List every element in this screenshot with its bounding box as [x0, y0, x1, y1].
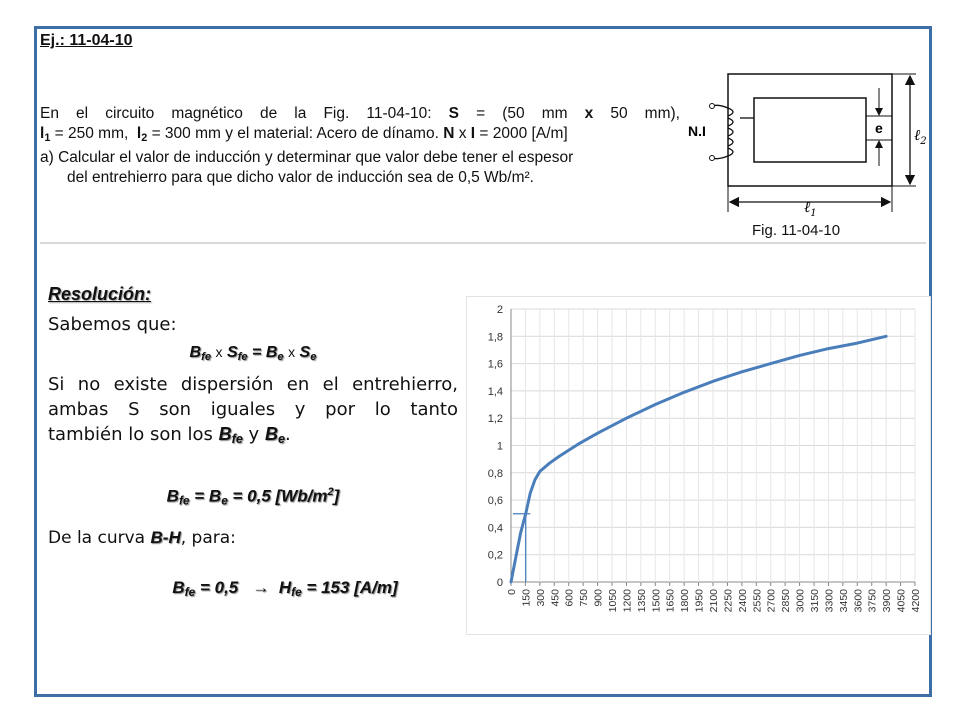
- coil-label: N.I: [688, 123, 706, 139]
- figure-caption: Fig. 11-04-10: [752, 222, 841, 239]
- core-inner: [754, 98, 866, 162]
- x-tick-label: 3150: [809, 589, 821, 613]
- y-tick-label: 1,8: [487, 331, 503, 344]
- y-tick-label: 0,8: [487, 467, 503, 480]
- x-tick-label: 2700: [765, 589, 778, 613]
- x-tick-label: 300: [534, 589, 547, 607]
- x-tick-label: 3000: [794, 589, 807, 613]
- x-tick-label: 1050: [607, 589, 619, 613]
- x-tick-label: 1800: [679, 589, 692, 613]
- x-tick-label: 0: [506, 589, 518, 595]
- y-tick-label: 0: [496, 577, 503, 589]
- equation-induction-value: $B_{fe} = B_e = 0,5$ $[Wb/m^2]$: [166, 486, 340, 508]
- x-tick-label: 1500: [650, 589, 663, 613]
- x-tick-label: 2100: [708, 589, 720, 613]
- x-tick-label: 2550: [751, 589, 764, 613]
- y-tick-label: 1,4: [487, 385, 503, 398]
- equation-field-intensity: $B_{fe} = 0,5 \to H_{fe} = 153$ [A/m]: [172, 578, 398, 599]
- x-tick-label: 150: [520, 589, 533, 607]
- problem-line-2: $l_1 = 250$ mm, $l_2 = 300$ mm y el material: Acero de dínamo. N x I = 2000 [A/m]: [40, 125, 568, 144]
- y-tick-label: 0,6: [487, 495, 503, 508]
- x-tick-label: 3450: [837, 589, 850, 613]
- curve-text: De la curva B-H, para:: [48, 528, 236, 548]
- resolution-title: Resolución:: [48, 284, 152, 304]
- gap-label: e: [875, 120, 883, 136]
- y-tick-label: 0,2: [487, 549, 503, 562]
- y-tick-label: 1,6: [487, 358, 503, 371]
- y-tick-label: 1,2: [487, 413, 503, 426]
- x-tick-label: 600: [563, 589, 576, 607]
- x-tick-label: 1950: [693, 589, 706, 613]
- resolution-paragraph: Si no existe dispersión en el entrehierro, ambas S son iguales y por lo tanto también lo son los $B_{fe}$ y $B_e$.: [48, 374, 458, 446]
- problem-line-1: En el circuito magnético de la Fig. 11-04-10: S = (50 mm x 50 mm),: [40, 105, 680, 122]
- equation-flux-conservation: $B_{fe}$ x $S_{fe} = B_e$ x $S_e$: [189, 344, 317, 363]
- x-tick-label: 4200: [910, 589, 922, 613]
- x-tick-label: 1350: [635, 589, 648, 613]
- resolution-intro: Sabemos que:: [48, 314, 177, 335]
- coil: [712, 105, 754, 158]
- x-tick-label: 750: [578, 589, 591, 607]
- x-tick-label: 2250: [722, 589, 735, 613]
- x-tick-label: 2400: [736, 589, 749, 613]
- y-tick-label: 2: [496, 304, 503, 316]
- x-tick-label: 900: [592, 589, 605, 607]
- l2-label: ℓ$_2$: [914, 126, 927, 147]
- y-tick-label: 0,4: [487, 522, 503, 535]
- x-tick-label: 3600: [852, 589, 865, 613]
- x-tick-label: 3900: [881, 589, 894, 613]
- problem-line-4: del entrehierro para que dicho valor de inducción sea de 0,5 Wb/m².: [67, 169, 534, 186]
- x-tick-label: 2850: [780, 589, 793, 613]
- bh-chart-svg: [467, 297, 930, 634]
- bh-chart: [466, 296, 931, 635]
- x-tick-label: 1650: [664, 589, 677, 613]
- l1-label: ℓ$_1$: [804, 198, 817, 216]
- core-outer: [728, 74, 892, 186]
- x-tick-label: 1200: [621, 589, 634, 613]
- x-tick-label: 4050: [895, 589, 908, 613]
- x-tick-label: 3750: [866, 589, 879, 613]
- exercise-title: Ej.: 11-04-10: [40, 32, 133, 49]
- problem-line-3: a) Calcular el valor de inducción y determinar que valor debe tener el espesor: [40, 149, 574, 166]
- magnetic-circuit-figure: [682, 66, 932, 216]
- x-tick-label: 450: [549, 589, 562, 607]
- y-tick-label: 1: [496, 440, 503, 453]
- x-tick-label: 3300: [823, 589, 836, 613]
- problem-statement: [40, 104, 680, 188]
- section-divider: [40, 242, 926, 244]
